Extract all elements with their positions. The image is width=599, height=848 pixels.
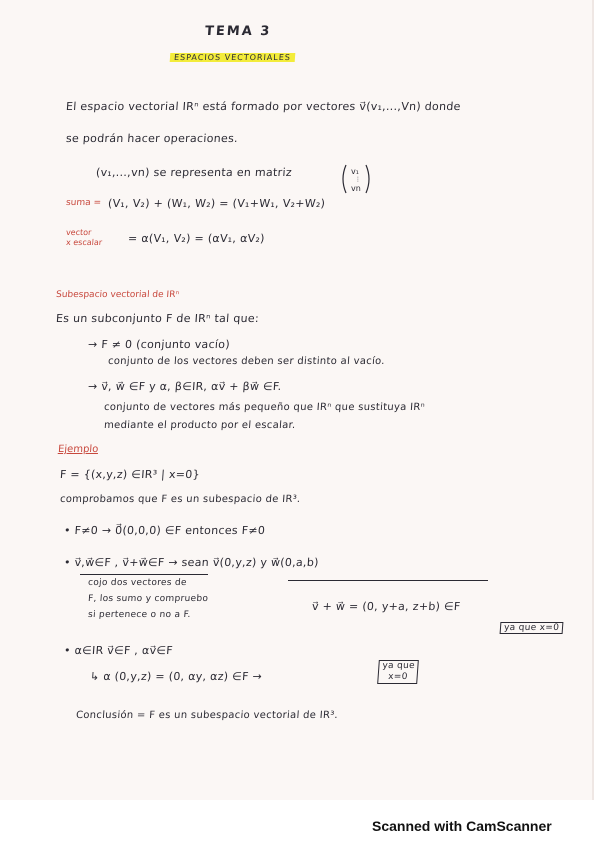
step-3: • α∈IR v⃗∈F , αv⃗∈F [63,644,174,657]
step-2-underline [80,574,208,575]
step-2-note-2: F, los sumo y compruebo [87,594,209,604]
step-3-box [377,660,419,684]
condition-1: → F ≠ 0 (conjunto vacío) [87,338,231,351]
step-2: • v⃗,w⃗∈F , v⃗+w⃗∈F → sean v⃗(0,y,z) y w⃗(0,a,b) [63,556,320,569]
column-matrix [340,164,372,194]
scanner-watermark: Scanned with CamScanner [372,818,552,834]
subspace-heading: Subespacio vectorial de IRⁿ [55,290,180,300]
step-2-note-1: cojo dos vectores de [87,578,188,588]
step-2-vectors-underline [288,580,488,581]
example-set: F = {(x,y,z) ∈IR³ | x=0} [59,468,201,481]
matrix-bottom: vn [351,184,361,193]
subspace-definition: Es un subconjunto F de IRⁿ tal que: [55,312,260,325]
step-2-result: v⃗ + w⃗ = (0, y+a, z+b) ∈F [311,600,462,613]
step-3-box-line-1: ya que [382,661,416,671]
scalar-label-2: x escalar [65,238,103,247]
matrix-top: v₁ [351,167,359,176]
scalar-label-1: vector [65,228,92,237]
matrix-text: (v₁,...,vn) se representa en matriz [95,166,293,179]
step-3-box-line-2: x=0 [387,672,408,682]
step-2-box: ya que x=0 [500,622,564,634]
example-heading: Ejemplo [57,444,99,455]
intro-line-2: se podrán hacer operaciones. [65,132,239,145]
scalar-formula: = α(V₁, V₂) = (αV₁, αV₂) [127,232,266,245]
page-title: TEMA 3 [204,24,272,39]
step-3-result: ↳ α (0,y,z) = (0, αy, αz) ∈F → [89,670,263,683]
condition-2-note-1: conjunto de vectores más pequeño que IRⁿ que sustituya IRⁿ [103,402,426,413]
step-1: • F≠0 → 0⃗(0,0,0) ∈F entonces F≠0 [63,524,266,537]
condition-2: → v⃗, w⃗ ∈F y α, β∈IR, αv⃗ + βw⃗ ∈F. [87,380,283,393]
page-subtitle: ESPACIOS VECTORIALES [170,53,296,62]
condition-2-note-2: mediante el producto por el escalar. [103,420,296,431]
example-claim: comprobamos que F es un subespacio de IR³. [59,494,301,505]
step-2-note-3: si pertenece o no a F. [87,610,192,620]
conclusion: Conclusión = F es un subespacio vectorial de IR³. [75,710,339,721]
sum-formula: (V₁, V₂) + (W₁, W₂) = (V₁+W₁, V₂+W₂) [107,197,326,210]
intro-line-1: El espacio vectorial IRⁿ está formado por vectores v⃗(v₁,...,Vn) donde [65,100,462,113]
svg-text:⋮: ⋮ [355,176,361,183]
condition-1-note: conjunto de los vectores deben ser distinto al vacío. [107,356,386,367]
sum-label: suma = [65,198,102,208]
